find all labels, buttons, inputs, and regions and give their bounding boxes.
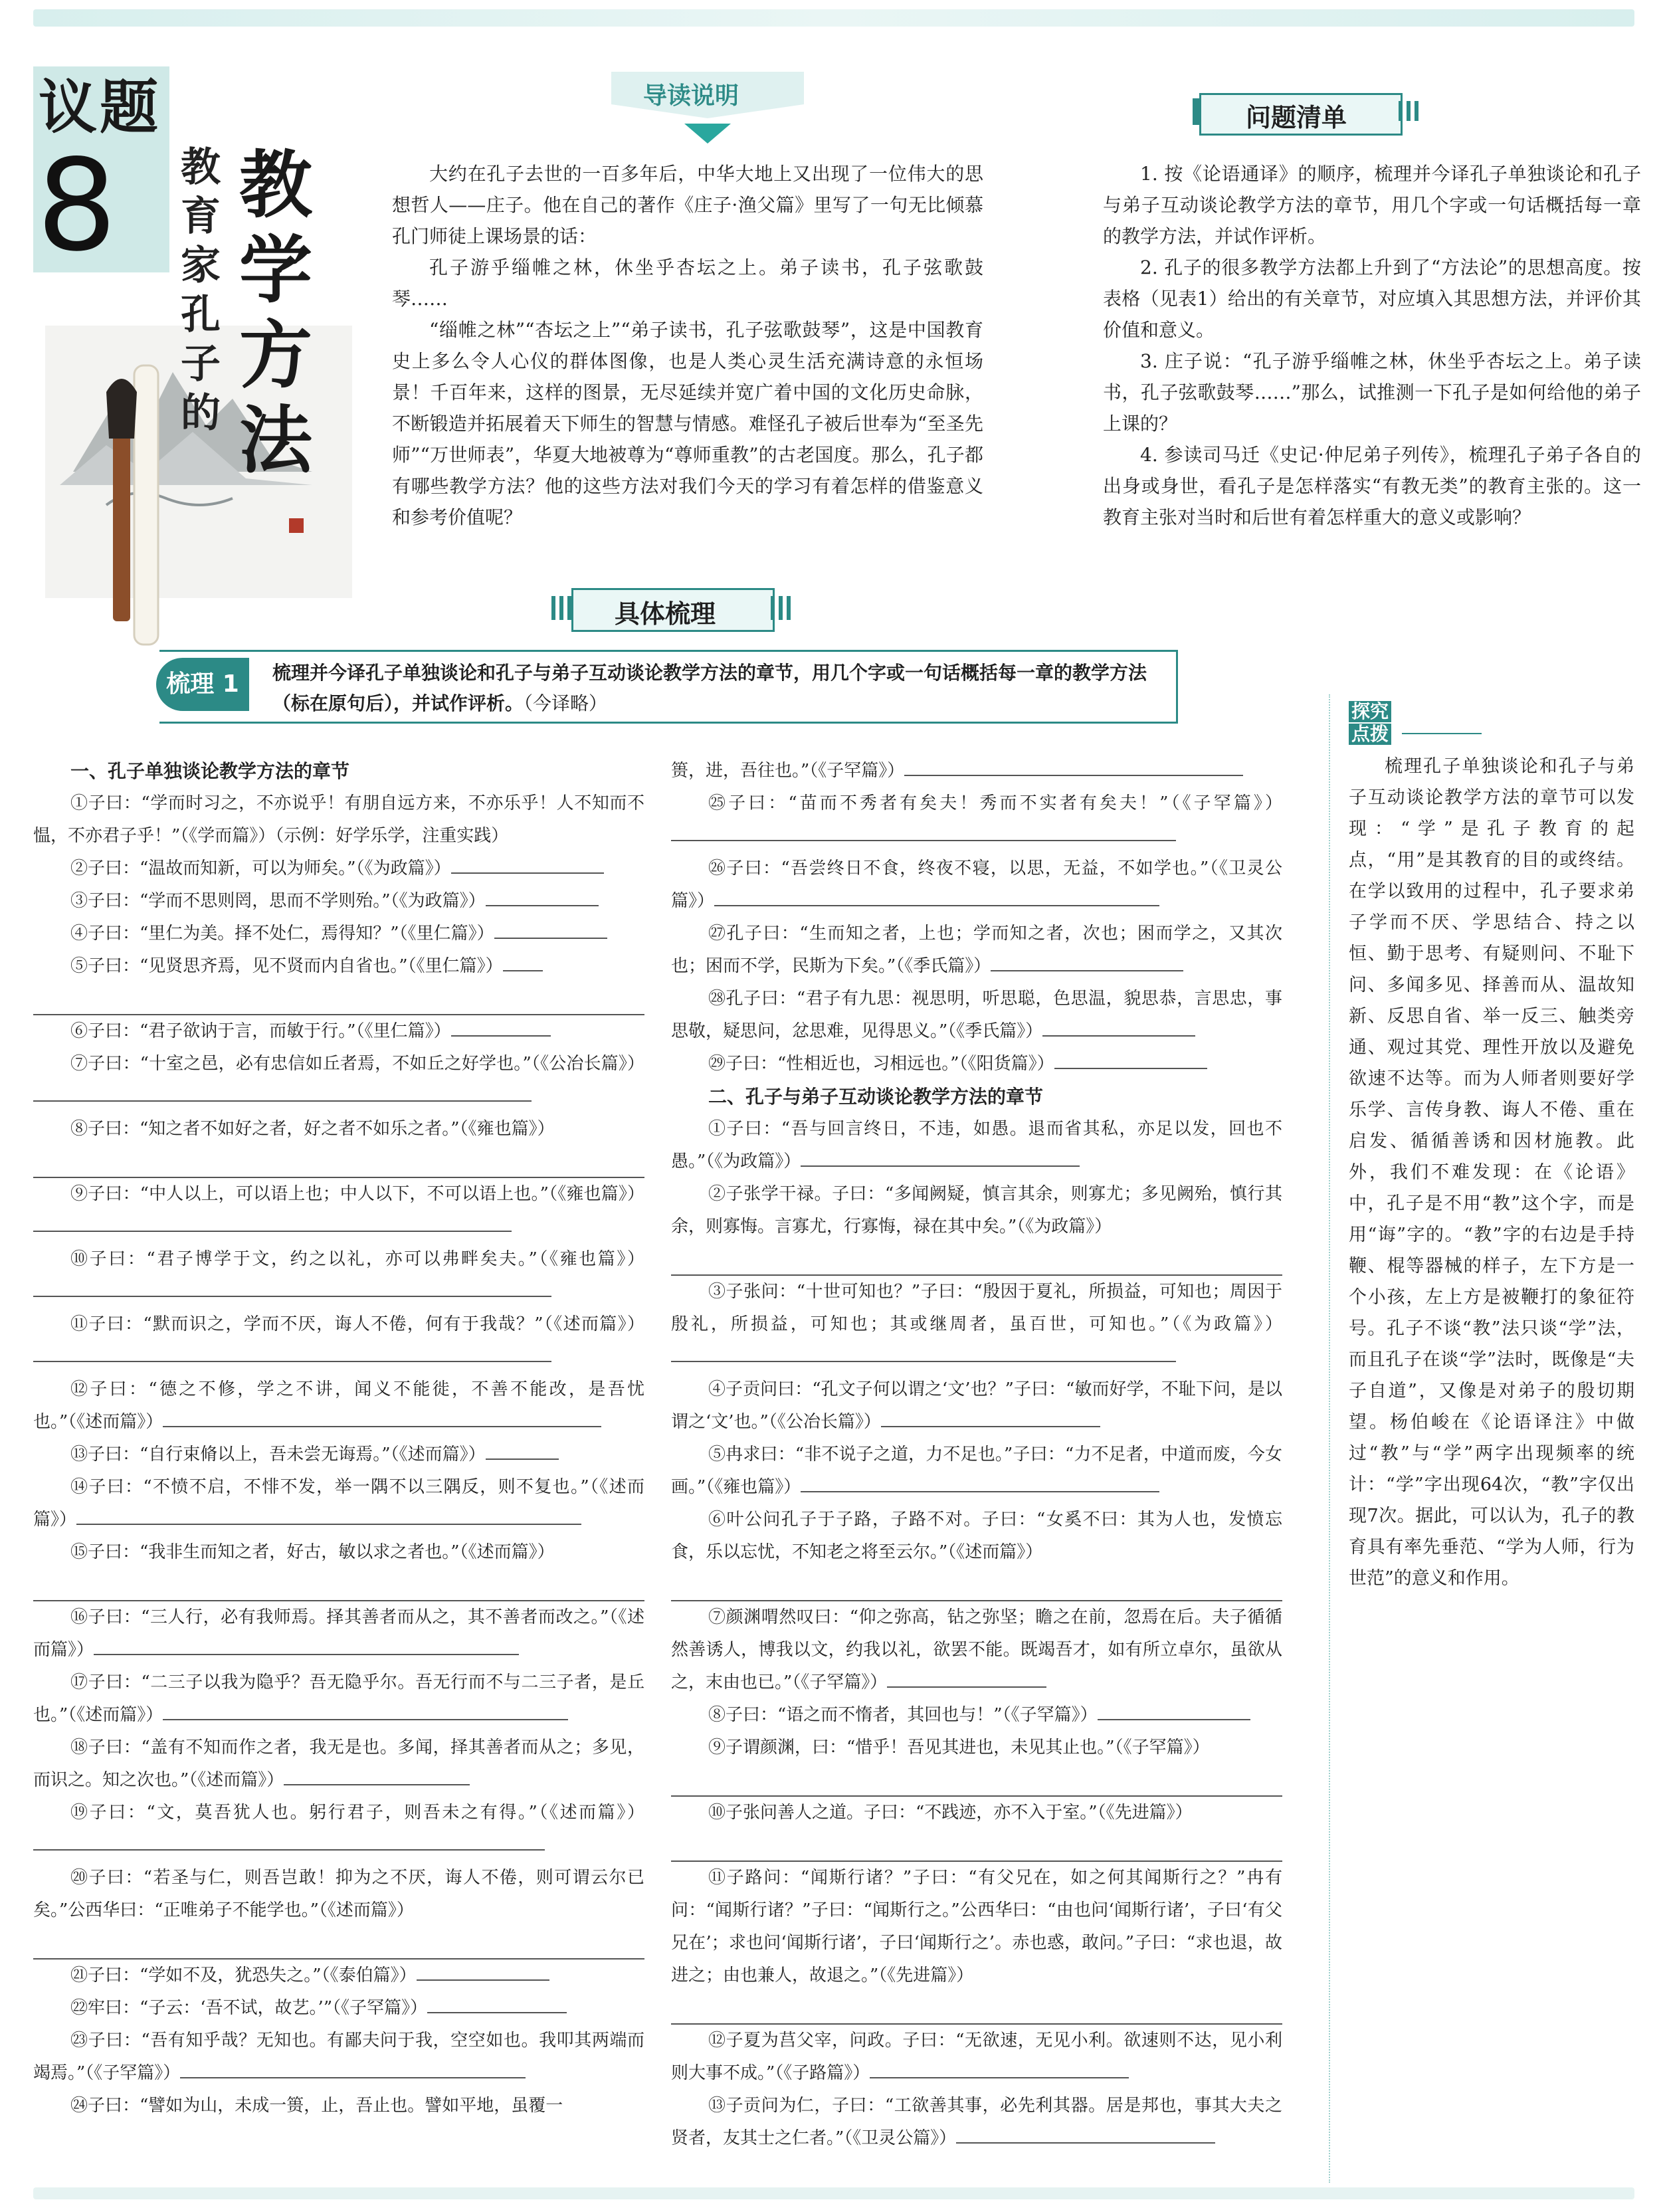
section-shuli-label: 具体梳理: [615, 599, 716, 629]
answer-line[interactable]: [33, 1146, 644, 1178]
question-item: 3. 庄子说：“孔子游乎缁帷之林，休坐乎杏坛之上。弟子读书，孔子弦歌鼓琴……”那么，试推测一下孔子是如何给他的弟子上课的？: [1103, 350, 1641, 435]
answer-blank[interactable]: [33, 1211, 512, 1232]
answer-blank[interactable]: [33, 1080, 532, 1102]
entry: ⑬子曰：“自行束脩以上，吾未尝无诲焉。”（《述而篇》）: [33, 1439, 644, 1471]
answer-blank[interactable]: [33, 1829, 545, 1851]
column-divider: [1329, 694, 1331, 2183]
entry: ⑥叶公问孔子于子路，子路不对。子曰：“女奚不曰：其为人也，发愤忘食，乐以忘忧，不知老之将至云尔。”（《述而篇》）: [671, 1510, 1282, 1562]
entry: ㉗孔子曰：“生而知之者，上也；学而知之者，次也；困而学之，又其次也；困而不学，民斯为下矣。”（《季氏篇》）: [671, 924, 1282, 976]
column-right: [671, 755, 1282, 2155]
answer-blank[interactable]: [1042, 1015, 1195, 1037]
task-badge: 梳理 1: [156, 658, 249, 711]
answer-blank[interactable]: [427, 1992, 567, 2013]
entry: ⑫子夏为莒父宰，问政。子曰：“无欲速，无见小利。欲速则不达，见小利则大事不成。”（《子路篇》）: [671, 2031, 1282, 2083]
answer-blank[interactable]: [801, 1146, 1080, 1167]
answer-blank[interactable]: [503, 950, 543, 971]
answer-blank[interactable]: [163, 1699, 568, 1720]
tip-heading: [1349, 701, 1482, 748]
answer-blank[interactable]: [887, 1666, 1046, 1688]
question-list: [1103, 158, 1641, 533]
answer-blank[interactable]: [180, 2057, 526, 2078]
answer-line[interactable]: [671, 1992, 1282, 2025]
entry: ⑦颜渊喟然叹曰：“仰之弥高，钻之弥坚；瞻之在前，忽焉在后。夫子循循然善诱人，博我以文，约我以礼，欲罢不能。既竭吾才，如有所立卓尔，虽欲从之，末由也已。”（《子罕篇》）: [671, 1607, 1282, 1692]
entry: ①子曰：“吾与回言终日，不违，如愚。退而省其私，亦足以发，回也不愚。”（《为政篇》）: [671, 1119, 1282, 1171]
column-left: [33, 755, 644, 2122]
entry: ㉔子曰：“譬如为山，未成一篑，止，吾止也。譬如平地，虽覆一: [70, 2096, 563, 2116]
entry: ⑤子曰：“见贤思齐焉，见不贤而内自省也。”（《里仁篇》）: [33, 950, 644, 983]
bottom-band: [33, 2187, 1634, 2199]
entry: ⑧子曰：“知之者不如好之者，好之者不如乐之者。”（《雍也篇》）: [70, 1119, 555, 1139]
answer-blank[interactable]: [714, 885, 1159, 906]
entry: 篑，进，吾往也。”（《子罕篇》）: [671, 755, 1282, 787]
section-wenti-label: 问题清单: [1246, 103, 1347, 132]
answer-blank[interactable]: [1098, 1699, 1250, 1720]
entry: ㉖子曰：“吾尝终日不食，终夜不寝，以思，无益，不如学也。”（《卫灵公篇》）: [671, 858, 1282, 911]
answer-blank[interactable]: [904, 755, 1243, 776]
answer-line[interactable]: [671, 1764, 1282, 1797]
entry: ③子张问：“十世可知也？”子曰：“殷因于夏礼，所损益，可知也；周因于殷礼，所损益，可知也；其或继周者，虽百世，可知也。”（《为政篇》）: [671, 1276, 1282, 1373]
entry: ②子曰：“温故而知新，可以为师矣。”（《为政篇》）: [33, 853, 644, 885]
section-daodu-label: 导读说明: [643, 82, 739, 110]
issue-number: 8: [37, 132, 117, 279]
answer-line[interactable]: [671, 1569, 1282, 1601]
answer-blank[interactable]: [1054, 1048, 1207, 1069]
answer-blank[interactable]: [33, 1276, 551, 1297]
answer-blank[interactable]: [451, 1015, 551, 1037]
entry: ⑮子曰：“我非生而知之者，好古，敏以求之者也。”（《述而篇》）: [70, 1542, 555, 1562]
entry: ⑯子曰：“三人行，必有我师焉。择其善者而从之，其不善者而改之。”（《述而篇》）: [33, 1607, 644, 1660]
entry: ⑬子贡问为仁，子曰：“工欲善其事，必先利其器。居是邦也，事其大夫之贤者，友其士之仁者。”（《卫灵公篇》）: [671, 2096, 1282, 2148]
entry: ④子曰：“里仁为美。择不处仁，焉得知？”（《里仁篇》）: [33, 918, 644, 950]
entry: ①子曰：“学而时习之，不亦说乎！有朋自远方来，不亦乐乎！人不知而不愠，不亦君子乎！”（《学而篇》）（示例：好学乐学，注重实践）: [33, 793, 644, 846]
answer-blank[interactable]: [881, 1406, 1100, 1427]
answer-line[interactable]: [671, 1829, 1282, 1862]
answer-blank[interactable]: [801, 1471, 1159, 1492]
intro-paragraph: 大约在孔子去世的一百多年后，中华大地上又出现了一位伟大的思想哲人——庄子。他在自己的著作《庄子·渔父篇》里写了一句无比倾慕孔门师徒上课场景的话：: [392, 163, 983, 247]
tip-heading-line1: 探究: [1349, 701, 1391, 722]
part-two-heading: 二、孔子与弟子互动谈论教学方法的章节: [708, 1086, 1044, 1108]
answer-blank[interactable]: [284, 1764, 470, 1785]
answer-blank[interactable]: [494, 918, 607, 939]
entry: ⑳子曰：“若圣与仁，则吾岂敢！抑为之不厌，诲人不倦，则可谓云尔已矣。”公西华曰：“正唯弟子不能学也。”（《述而篇》）: [33, 1868, 644, 1920]
answer-blank[interactable]: [33, 1341, 551, 1362]
subtitle-vertical: 教育家孔子的: [181, 144, 221, 437]
intro-quote: 孔子游乎缁帷之林，休坐乎杏坛之上。弟子读书，孔子弦歌鼓琴……: [392, 256, 983, 310]
answer-line[interactable]: [671, 1243, 1282, 1276]
tip-paragraph: 梳理孔子单独谈论和孔子与弟子互动谈论教学方法的章节可以发现：“学”是孔子教育的起点，“用”是其教育的目的或终结。在学以致用的过程中，孔子要求弟子学而不厌、学思结合、持之以恒、勤于思考、有疑则问、不耻下问、多闻多见、择善而从、温故知新、反思自省、举一反三、触类旁通、观过其党、理性开放以及避免欲速不达等。而为人师者则要好学乐学、言传身教、诲人不倦、重在启发、循循善诱和因材施教。此外，我们不难发现：在《论语》中，孔子是不用“教”这个字，而是用“诲”字的。“教”字的右边是手持鞭、棍等器械的样子，左下方是一个小孩，左上方是被鞭打的象征符号。孔子不谈“教”法只谈“学”法，而且孔子在谈“学”法时，既像是“夫子自道”，又像是对弟子的殷切期望。杨伯峻在《论语译注》中做过“教”与“学”两字出现频率的统计：“学”字出现64次，“教”字仅出现7次。据此，可以认为，孔子的教育具有率先垂范、“学为人师，行为世范”的意义和作用。: [1349, 756, 1634, 1589]
answer-line[interactable]: [33, 1927, 644, 1960]
entry: ⑨子谓颜渊，曰：“惜乎！吾见其进也，未见其止也。”（《子罕篇》）: [708, 1738, 1210, 1758]
issue-label: 议题: [39, 73, 161, 142]
main-title-vertical: 教学方法: [239, 142, 312, 483]
section-wenti: [1193, 93, 1425, 136]
answer-blank[interactable]: [991, 950, 1183, 971]
entry: ㉑子曰：“学如不及，犹恐失之。”（《泰伯篇》）: [33, 1960, 644, 1992]
entry: ㉕子曰：“苗而不秀者有矣夫！秀而不实者有矣夫！”（《子罕篇》）: [671, 787, 1282, 853]
entry: ⑧子曰：“语之而不惰者，其回也与！”（《子罕篇》）: [671, 1699, 1282, 1732]
entry: ㉘孔子曰：“君子有九思：视思明，听思聪，色思温，貌思恭，言思忠，事思敬，疑思问，忿思难，见得思义。”（《季氏篇》）: [671, 989, 1282, 1041]
entry: ⑩子曰：“君子博学于文，约之以礼，亦可以弗畔矣夫。”（《雍也篇》）: [33, 1243, 644, 1308]
tip-text: [1349, 751, 1634, 1594]
tip-heading-line2: 点拨: [1349, 724, 1391, 745]
entry: ⑫子曰：“德之不修，学之不讲，闻义不能徙，不善不能改，是吾忧也。”（《述而篇》）: [33, 1379, 644, 1432]
entry: ⑩子张问善人之道。子曰：“不践迹，亦不入于室。”（《先进篇》）: [708, 1803, 1193, 1823]
task-text: 梳理并今译孔子单独谈论和孔子与弟子互动谈论教学方法的章节，用几个字或一句话概括每一章的教学方法（标在原句后），并试作评析。: [272, 662, 1147, 714]
entry: ⑭子曰：“不愤不启，不悱不发，举一隅不以三隅反，则不复也。”（《述而篇》）: [33, 1477, 644, 1530]
answer-blank[interactable]: [76, 1504, 581, 1525]
answer-line[interactable]: [33, 983, 644, 1015]
entry: ⑲子曰：“文，莫吾犹人也。躬行君子，则吾未之有得。”（《述而篇》）: [33, 1797, 644, 1862]
entry: ⑰子曰：“二三子以我为隐乎？吾无隐乎尔。吾无行而不与二三子者，是丘也。”（《述而篇》）: [33, 1672, 644, 1725]
task-instruction: [272, 658, 1163, 719]
entry: ③子曰：“学而不思则罔，思而不学则殆。”（《为政篇》）: [33, 885, 644, 918]
part-one-heading: 一、孔子单独谈论教学方法的章节: [70, 760, 350, 782]
answer-blank[interactable]: [94, 1634, 519, 1655]
question-item: 4. 参读司马迁《史记·仲尼弟子列传》，梳理孔子弟子各自的出身或身世，看孔子是怎样落实“有教无类”的教育主张的。这一教育主张对当时和后世有着怎样重大的意义或影响？: [1103, 444, 1641, 528]
entry: ㉒牢曰：“子云：‘吾不试，故艺。’”（《子罕篇》）: [33, 1992, 644, 2025]
task-note: （今译略）: [524, 692, 608, 714]
entry: ⑪子路问：“闻斯行诸？”子曰：“有父兄在，如之何其闻斯行之？”冉有问：“闻斯行诸？”子曰：“闻斯行之。”公西华曰：“由也问‘闻斯行诸’，子曰‘有父兄在’；求也问‘闻斯行诸’，子曰‘闻斯行之’。赤也惑，敢问。”子曰：“求也退，故进之；由也兼人，故退之。”（《先进篇》）: [671, 1868, 1282, 1985]
entry: ㉙子曰：“性相近也，习相远也。”（《阳货篇》）: [671, 1048, 1282, 1080]
entry: ④子贡问曰：“孔文子何以谓之‘文’也？”子曰：“敏而好学，不耻下问，是以谓之‘文’也。”（《公冶长篇》）: [671, 1379, 1282, 1432]
answer-blank[interactable]: [870, 2057, 1129, 2078]
section-shuli: [551, 588, 797, 635]
entry: ⑥子曰：“君子欲讷于言，而敏于行。”（《里仁篇》）: [33, 1015, 644, 1048]
answer-line[interactable]: [33, 1569, 644, 1601]
answer-blank[interactable]: [671, 820, 1176, 841]
answer-blank[interactable]: [417, 1960, 549, 1981]
answer-blank[interactable]: [451, 853, 604, 874]
answer-blank[interactable]: [956, 2122, 1215, 2144]
answer-blank[interactable]: [486, 1439, 559, 1460]
intro-text: [392, 158, 983, 533]
top-band: [33, 9, 1634, 27]
intro-paragraph: “缁帷之林”“杏坛之上”“弟子读书，孔子弦歌鼓琴”，这是中国教育史上多么令人心仪的群体图像，也是人类心灵生活充满诗意的永恒场景！千百年来，这样的图景，无尽延续并宽广着中国的文化历史命脉，不断锻造并拓展着天下师生的智慧与情感。难怪孔子被后世奉为“至圣先师”“万世师表”，华夏大地被尊为“尊师重教”的古老国度。那么，孔子都有哪些教学方法？他的这些方法对我们今天的学习有着怎样的借鉴意义和参考价值呢？: [392, 319, 983, 528]
entry: ⑤冉求曰：“非不说子之道，力不足也。”子曰：“力不足者，中道而废，今女画。”（《雍也篇》）: [671, 1445, 1282, 1497]
answer-blank[interactable]: [671, 1341, 1176, 1362]
answer-blank[interactable]: [163, 1406, 601, 1427]
section-daodu: [611, 72, 804, 138]
answer-blank[interactable]: [486, 885, 599, 906]
entry: ②子张学干禄。子曰：“多闻阙疑，慎言其余，则寡尤；多见阙殆，慎行其余，则寡悔。言寡尤，行寡悔，禄在其中矣。”（《为政篇》）: [671, 1184, 1282, 1237]
entry: ⑪子曰：“默而识之，学而不厌，诲人不倦，何有于我哉？”（《述而篇》）: [33, 1308, 644, 1373]
question-item: 1. 按《论语通译》的顺序，梳理并今译孔子单独谈论和孔子与弟子互动谈论教学方法的章节，用几个字或一句话概括每一章的教学方法，并试作评析。: [1103, 163, 1641, 247]
entry: ㉓子曰：“吾有知乎哉？无知也。有鄙夫问于我，空空如也。我叩其两端而竭焉。”（《子罕篇》）: [33, 2031, 644, 2083]
entry: ⑨子曰：“中人以上，可以语上也；中人以下，不可以语上也。”（《雍也篇》）: [33, 1178, 644, 1243]
entry: ⑦子曰：“十室之邑，必有忠信如丘者焉，不如丘之好学也。”（《公冶长篇》）: [33, 1048, 644, 1113]
question-item: 2. 孔子的很多教学方法都上升到了“方法论”的思想高度。按表格（见表1）给出的有关章节，对应填入其思想方法，并评价其价值和意义。: [1103, 256, 1641, 341]
entry: ⑱子曰：“盖有不知而作之者，我无是也。多闻，择其善者而从之；多见，而识之。知之次也。”（《述而篇》）: [33, 1738, 644, 1790]
